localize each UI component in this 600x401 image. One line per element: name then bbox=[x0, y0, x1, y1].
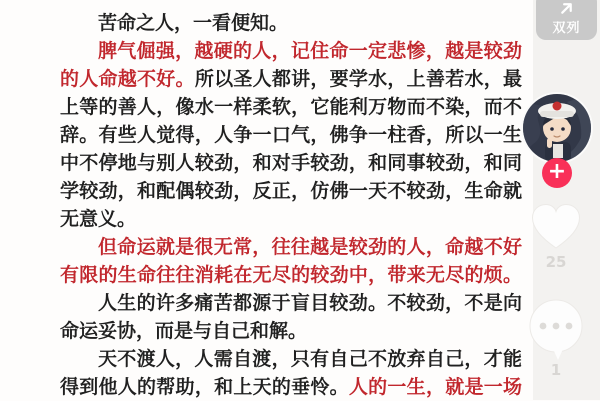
text-segment: 天不渡人，人需自渡，只有自己不放弃自己，才能 bbox=[98, 348, 522, 370]
main-text-area bbox=[60, 9, 522, 401]
text-segment: 脾气倔强，越硬的人，记住命一定悲惨，越是较劲 bbox=[98, 40, 522, 62]
speech-bubble-icon bbox=[526, 297, 586, 361]
text-segment: 人的一生，就是一场 bbox=[348, 376, 522, 398]
text-line bbox=[60, 37, 522, 65]
text-segment: 中不停地与别人较劲，和对手较劲，和同事较劲，和同 bbox=[60, 152, 522, 174]
text-segment: 有限的生命往往消耗在无尽的较劲中，带来无尽的烦。 bbox=[60, 264, 522, 286]
text-segment: 所以圣人都讲，要学水，上善若水，最 bbox=[194, 68, 522, 90]
avatar-cartoon-image bbox=[523, 94, 591, 162]
text-segment: 得到他人的帮助，和上天的垂怜。 bbox=[60, 376, 349, 398]
text-line bbox=[60, 261, 522, 289]
follow-button[interactable]: + bbox=[542, 158, 572, 188]
text-segment: 但命运就是很无常，往往越是较劲的人，命越不好 bbox=[98, 236, 522, 258]
text-segment: 苦命之人，一看便知。 bbox=[98, 12, 289, 34]
text-line bbox=[60, 233, 522, 261]
arrow-up-right-icon bbox=[559, 1, 574, 16]
text-segment: 人生的许多痛苦都源于盲目较劲。不较劲，不是向 bbox=[98, 292, 522, 314]
heart-icon bbox=[528, 202, 584, 252]
text-segment: 上等的善人，像水一样柔软，它能利万物而不染，而不 bbox=[60, 96, 522, 118]
text-line bbox=[60, 93, 522, 121]
creator-avatar[interactable] bbox=[523, 94, 591, 162]
text-segment: 命运妥协，而是与自己和解。 bbox=[60, 320, 308, 342]
two-column-view-button[interactable] bbox=[536, 0, 597, 40]
view-toggle-label: 双列 bbox=[552, 21, 581, 36]
text-line bbox=[60, 149, 522, 177]
text-line bbox=[60, 177, 522, 205]
text-line bbox=[60, 9, 522, 37]
like-button[interactable] bbox=[528, 202, 584, 252]
comment-button[interactable] bbox=[526, 297, 586, 361]
comment-count: 1 bbox=[550, 361, 562, 379]
text-line bbox=[60, 345, 522, 373]
text-line bbox=[60, 121, 522, 149]
like-count: 25 bbox=[545, 253, 567, 271]
text-line bbox=[60, 289, 522, 317]
text-line bbox=[60, 205, 522, 233]
text-segment: 辞。有些人觉得，人争一口气，佛争一柱香，所以一生 bbox=[60, 124, 522, 146]
text-segment: 学较劲，和配偶较劲，反正，仿佛一天不较劲，生命就 bbox=[60, 180, 522, 202]
text-line bbox=[60, 317, 522, 345]
text-line bbox=[60, 373, 522, 401]
text-line bbox=[60, 65, 522, 93]
text-segment: 的人命越不好。 bbox=[60, 68, 195, 90]
text-segment: 无意义。 bbox=[60, 208, 137, 230]
